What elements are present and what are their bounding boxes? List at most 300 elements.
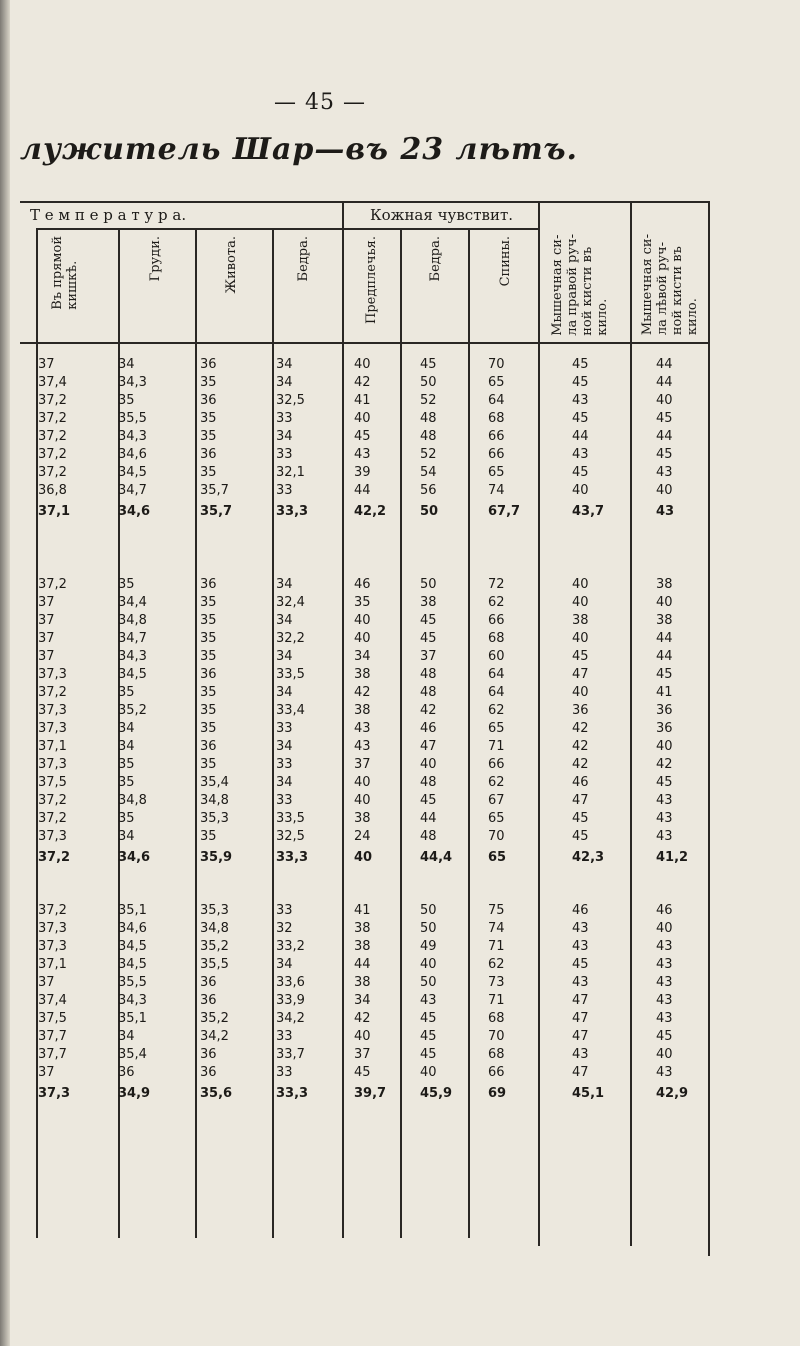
average-cell: 42,3 [572, 850, 605, 865]
table-cell: 43 [572, 921, 589, 936]
table-cell: 34 [354, 993, 371, 1008]
table-cell: 37,1 [38, 739, 67, 754]
table-cell: 45 [420, 613, 437, 628]
col-header-abdomen: Живота. [224, 236, 239, 294]
table-cell: 50 [420, 577, 437, 592]
table-cell: 37,3 [38, 703, 67, 718]
table-cell: 40 [656, 483, 673, 498]
average-cell: 45,1 [572, 1086, 605, 1101]
average-cell: 40 [354, 850, 373, 865]
table-cell: 40 [354, 775, 371, 790]
data-column-forearm [354, 356, 386, 1106]
table-cell: 35,1 [118, 903, 147, 918]
table-cell: 38 [572, 613, 589, 628]
table-cell: 41 [354, 393, 371, 408]
col-divider-4 [272, 228, 274, 1238]
table-cell: 40 [656, 921, 673, 936]
data-column-rectal [38, 356, 70, 1106]
table-cell: 37,3 [38, 667, 67, 682]
table-cell: 32 [276, 921, 293, 936]
table-cell: 43 [354, 739, 371, 754]
table-cell: 46 [656, 903, 673, 918]
col-header-back: Спины. [498, 236, 513, 287]
table-cell: 70 [488, 829, 505, 844]
table-cell: 35,5 [200, 957, 229, 972]
block-spacer [118, 524, 150, 576]
table-cell: 41 [354, 903, 371, 918]
table-cell: 34,8 [118, 613, 147, 628]
table-cell: 35 [118, 775, 135, 790]
table-cell: 35 [118, 393, 135, 408]
table-cell: 40 [354, 357, 371, 372]
table-cell: 41 [656, 685, 673, 700]
col-header-forearm: Предплечья. [364, 236, 379, 324]
table-cell: 37,2 [38, 447, 67, 462]
table-cell: 48 [420, 429, 437, 444]
table-cell: 34 [276, 613, 293, 628]
table-cell: 35,5 [118, 975, 147, 990]
table-cell: 45 [420, 631, 437, 646]
table-cell: 34 [118, 357, 135, 372]
table-cell: 33 [276, 411, 293, 426]
table-cell: 44 [354, 957, 371, 972]
table-cell: 40 [656, 393, 673, 408]
table-cell: 34 [276, 739, 293, 754]
table-cell: 35,2 [200, 1011, 229, 1026]
data-column-right-hand [572, 356, 604, 1106]
table-cell: 40 [572, 631, 589, 646]
table-cell: 40 [572, 685, 589, 700]
block-spacer [38, 870, 70, 902]
table-cell: 34,3 [118, 375, 147, 390]
table-cell: 62 [488, 775, 505, 790]
data-column-back [488, 356, 520, 1106]
table-cell: 34 [276, 429, 293, 444]
block-spacer [38, 524, 70, 576]
table-cell: 75 [488, 903, 505, 918]
table-cell: 37,5 [38, 1011, 67, 1026]
table-cell: 35,5 [118, 411, 147, 426]
table-cell: 65 [488, 465, 505, 480]
table-cell: 34,7 [118, 483, 147, 498]
block-spacer [354, 524, 386, 576]
table-cell: 34 [276, 357, 293, 372]
table-cell: 35 [200, 685, 217, 700]
table-cell: 67 [488, 793, 505, 808]
table-cell: 34,6 [118, 921, 147, 936]
table-cell: 34 [276, 577, 293, 592]
table-cell: 34,2 [200, 1029, 229, 1044]
table-cell: 38 [354, 703, 371, 718]
table-cell: 34,2 [276, 1011, 305, 1026]
average-cell: 33,3 [276, 1086, 309, 1101]
table-cell: 65 [488, 375, 505, 390]
measurement-table [20, 196, 710, 1256]
table-cell: 36 [656, 721, 673, 736]
data-column-thigh-skin [420, 356, 452, 1106]
table-cell: 37 [354, 1047, 371, 1062]
table-cell: 38 [354, 811, 371, 826]
table-cell: 37 [38, 631, 55, 646]
table-cell: 62 [488, 703, 505, 718]
table-cell: 47 [572, 1011, 589, 1026]
table-cell: 43 [656, 1011, 673, 1026]
table-cell: 35,3 [200, 811, 229, 826]
col-header-rectal: Въ прямой кишкѣ. [50, 236, 80, 310]
table-cell: 32,2 [276, 631, 305, 646]
group-header-rule [38, 228, 538, 230]
table-cell: 47 [572, 1065, 589, 1080]
table-cell: 36 [200, 1065, 217, 1080]
table-cell: 45 [572, 829, 589, 844]
table-cell: 33,4 [276, 703, 305, 718]
table-cell: 66 [488, 429, 505, 444]
table-cell: 45 [572, 649, 589, 664]
table-cell: 45 [420, 1029, 437, 1044]
table-cell: 56 [420, 483, 437, 498]
table-cell: 34,8 [200, 921, 229, 936]
table-cell: 33 [276, 757, 293, 772]
table-cell: 37,4 [38, 375, 67, 390]
table-cell: 52 [420, 393, 437, 408]
average-cell: 44,4 [420, 850, 453, 865]
table-cell: 33,2 [276, 939, 305, 954]
table-cell: 37,2 [38, 393, 67, 408]
average-cell: 37,3 [38, 1086, 71, 1101]
average-cell: 69 [488, 1086, 507, 1101]
table-cell: 40 [420, 1065, 437, 1080]
table-top-rule [20, 201, 710, 203]
table-cell: 37,2 [38, 577, 67, 592]
table-cell: 46 [354, 577, 371, 592]
page-title: лужитель Шар—въ 23 лѣтъ. [20, 132, 578, 167]
table-cell: 50 [420, 375, 437, 390]
table-cell: 48 [420, 667, 437, 682]
table-cell: 37 [38, 649, 55, 664]
table-cell: 37,7 [38, 1029, 67, 1044]
table-cell: 35 [200, 829, 217, 844]
table-cell: 38 [354, 667, 371, 682]
table-cell: 37,3 [38, 939, 67, 954]
table-cell: 60 [488, 649, 505, 664]
table-cell: 62 [488, 957, 505, 972]
table-cell: 36 [200, 447, 217, 462]
table-right-rule [708, 201, 710, 1256]
average-cell: 35,7 [200, 504, 233, 519]
table-cell: 35 [354, 595, 371, 610]
table-cell: 34 [276, 685, 293, 700]
average-cell: 33,3 [276, 850, 309, 865]
table-cell: 35 [200, 429, 217, 444]
table-cell: 37,3 [38, 921, 67, 936]
data-column-left-hand [656, 356, 688, 1106]
table-cell: 43 [656, 811, 673, 826]
table-cell: 45 [572, 411, 589, 426]
block-spacer [572, 870, 604, 902]
table-cell: 48 [420, 775, 437, 790]
table-cell: 37 [38, 595, 55, 610]
table-cell: 37,1 [38, 957, 67, 972]
average-cell: 45,9 [420, 1086, 453, 1101]
table-cell: 64 [488, 393, 505, 408]
table-cell: 44 [572, 429, 589, 444]
table-cell: 35 [200, 757, 217, 772]
table-cell: 36 [118, 1065, 135, 1080]
table-cell: 40 [354, 793, 371, 808]
table-cell: 33 [276, 793, 293, 808]
table-cell: 43 [656, 1065, 673, 1080]
table-cell: 44 [656, 375, 673, 390]
table-cell: 44 [656, 429, 673, 444]
table-cell: 35,2 [118, 703, 147, 718]
group-header-skin-sensitivity: Кожная чувствит. [370, 206, 514, 224]
table-cell: 34,3 [118, 649, 147, 664]
table-cell: 45 [656, 667, 673, 682]
average-cell: 39,7 [354, 1086, 387, 1101]
table-cell: 37,2 [38, 793, 67, 808]
table-cell: 34 [118, 739, 135, 754]
table-cell: 33,9 [276, 993, 305, 1008]
table-cell: 34 [118, 1029, 135, 1044]
table-cell: 44 [656, 649, 673, 664]
table-cell: 36 [200, 393, 217, 408]
table-cell: 40 [656, 1047, 673, 1062]
table-cell: 37 [38, 1065, 55, 1080]
table-cell: 40 [354, 1029, 371, 1044]
page-number: — 45 — [274, 90, 366, 115]
table-cell: 37,3 [38, 829, 67, 844]
data-column-abdomen [200, 356, 232, 1106]
average-cell: 35,9 [200, 850, 233, 865]
table-cell: 33,5 [276, 667, 305, 682]
table-cell: 43 [572, 447, 589, 462]
table-cell: 35 [200, 613, 217, 628]
table-cell: 45 [354, 1065, 371, 1080]
block-spacer [572, 524, 604, 576]
table-cell: 45 [420, 1011, 437, 1026]
col-divider-6 [400, 228, 402, 1238]
col-divider-9 [630, 201, 632, 1246]
block-spacer [276, 870, 308, 902]
table-cell: 33,6 [276, 975, 305, 990]
table-cell: 50 [420, 903, 437, 918]
table-cell: 43 [420, 993, 437, 1008]
table-cell: 34 [276, 775, 293, 790]
table-cell: 34,5 [118, 465, 147, 480]
table-cell: 40 [656, 595, 673, 610]
average-cell: 35,6 [200, 1086, 233, 1101]
table-cell: 43 [656, 465, 673, 480]
table-cell: 38 [354, 939, 371, 954]
table-cell: 33 [276, 1065, 293, 1080]
table-cell: 32,4 [276, 595, 305, 610]
average-cell: 42,9 [656, 1086, 689, 1101]
table-cell: 35,2 [200, 939, 229, 954]
table-cell: 37,3 [38, 721, 67, 736]
group-header-temperature: Т е м п е р а т у р а. [30, 206, 187, 224]
table-cell: 37,2 [38, 685, 67, 700]
table-cell: 70 [488, 1029, 505, 1044]
table-cell: 37,4 [38, 993, 67, 1008]
col-header-chest: Груди. [148, 236, 163, 282]
table-cell: 34 [276, 649, 293, 664]
table-cell: 42 [354, 375, 371, 390]
table-cell: 35 [200, 703, 217, 718]
table-cell: 36 [656, 703, 673, 718]
average-cell: 42,2 [354, 504, 387, 519]
table-cell: 44 [656, 357, 673, 372]
table-cell: 74 [488, 483, 505, 498]
table-cell: 34 [118, 721, 135, 736]
average-cell: 50 [420, 504, 439, 519]
table-cell: 40 [572, 595, 589, 610]
table-cell: 43 [656, 993, 673, 1008]
data-column-chest [118, 356, 150, 1106]
table-cell: 38 [354, 975, 371, 990]
table-cell: 35 [200, 465, 217, 480]
table-cell: 42 [572, 721, 589, 736]
table-cell: 43 [572, 975, 589, 990]
table-cell: 37,2 [38, 903, 67, 918]
table-cell: 43 [354, 447, 371, 462]
header-bottom-rule [20, 342, 710, 344]
col-divider-8 [538, 201, 540, 1246]
table-cell: 35 [118, 577, 135, 592]
table-cell: 48 [420, 411, 437, 426]
table-cell: 74 [488, 921, 505, 936]
table-cell: 44 [420, 811, 437, 826]
table-cell: 62 [488, 595, 505, 610]
table-cell: 36 [200, 357, 217, 372]
block-spacer [656, 870, 688, 902]
table-cell: 68 [488, 411, 505, 426]
table-cell: 45 [354, 429, 371, 444]
table-cell: 45 [420, 357, 437, 372]
table-cell: 33 [276, 447, 293, 462]
table-cell: 36 [200, 1047, 217, 1062]
table-cell: 42 [420, 703, 437, 718]
table-cell: 34,3 [118, 429, 147, 444]
table-cell: 72 [488, 577, 505, 592]
table-cell: 36 [200, 577, 217, 592]
table-cell: 66 [488, 1065, 505, 1080]
average-cell: 37,2 [38, 850, 71, 865]
col-header-left-hand-strength: Мышечная си- ла лѣвой руч- ной кисти въ кило. [640, 234, 700, 336]
table-cell: 36 [200, 667, 217, 682]
table-cell: 50 [420, 921, 437, 936]
table-cell: 40 [572, 483, 589, 498]
table-cell: 34 [276, 375, 293, 390]
col-header-thigh-temp: Бедра. [296, 236, 311, 282]
table-cell: 64 [488, 667, 505, 682]
average-cell: 43,7 [572, 504, 605, 519]
table-cell: 64 [488, 685, 505, 700]
table-cell: 34,5 [118, 939, 147, 954]
table-cell: 49 [420, 939, 437, 954]
table-cell: 24 [354, 829, 371, 844]
block-spacer [420, 524, 452, 576]
col-divider-5 [342, 201, 344, 1238]
table-cell: 36 [572, 703, 589, 718]
table-cell: 35,3 [200, 903, 229, 918]
table-cell: 37 [38, 357, 55, 372]
table-cell: 37,2 [38, 811, 67, 826]
table-cell: 43 [354, 721, 371, 736]
table-cell: 37 [38, 613, 55, 628]
table-cell: 40 [354, 411, 371, 426]
table-cell: 43 [656, 939, 673, 954]
table-cell: 47 [572, 793, 589, 808]
table-cell: 35,7 [200, 483, 229, 498]
table-cell: 45 [572, 957, 589, 972]
table-cell: 34 [118, 829, 135, 844]
table-cell: 33 [276, 483, 293, 498]
table-cell: 71 [488, 939, 505, 954]
table-cell: 36 [200, 975, 217, 990]
table-cell: 45 [572, 811, 589, 826]
table-cell: 43 [656, 793, 673, 808]
table-cell: 48 [420, 685, 437, 700]
table-cell: 46 [572, 775, 589, 790]
table-cell: 40 [354, 613, 371, 628]
table-cell: 71 [488, 993, 505, 1008]
table-cell: 35 [118, 811, 135, 826]
block-spacer [488, 870, 520, 902]
table-cell: 32,1 [276, 465, 305, 480]
block-spacer [200, 524, 232, 576]
block-spacer [276, 524, 308, 576]
page-binding-edge [0, 0, 10, 1346]
table-cell: 33,5 [276, 811, 305, 826]
table-cell: 42 [656, 757, 673, 772]
table-cell: 46 [572, 903, 589, 918]
table-cell: 44 [354, 483, 371, 498]
data-column-thigh-temp [276, 356, 308, 1106]
table-cell: 45 [572, 465, 589, 480]
table-cell: 33 [276, 1029, 293, 1044]
table-cell: 45 [420, 1047, 437, 1062]
table-cell: 45 [656, 1029, 673, 1044]
table-cell: 42 [354, 685, 371, 700]
table-cell: 40 [656, 739, 673, 754]
table-cell: 38 [354, 921, 371, 936]
table-cell: 45 [420, 793, 437, 808]
average-cell: 43 [656, 504, 675, 519]
table-cell: 45 [656, 775, 673, 790]
table-cell: 37,5 [38, 775, 67, 790]
table-cell: 47 [572, 1029, 589, 1044]
table-cell: 68 [488, 631, 505, 646]
table-cell: 34,4 [118, 595, 147, 610]
table-cell: 34,6 [118, 447, 147, 462]
table-cell: 40 [572, 577, 589, 592]
average-cell: 65 [488, 850, 507, 865]
col-divider-3 [195, 228, 197, 1238]
block-spacer [200, 870, 232, 902]
table-cell: 45 [656, 411, 673, 426]
col-divider-7 [468, 228, 470, 1238]
table-cell: 65 [488, 811, 505, 826]
average-cell: 41,2 [656, 850, 689, 865]
table-cell: 44 [656, 631, 673, 646]
table-cell: 34,3 [118, 993, 147, 1008]
table-cell: 35,4 [118, 1047, 147, 1062]
table-cell: 33 [276, 721, 293, 736]
table-cell: 37,3 [38, 757, 67, 772]
block-spacer [488, 524, 520, 576]
table-cell: 34,8 [118, 793, 147, 808]
table-cell: 35 [200, 631, 217, 646]
